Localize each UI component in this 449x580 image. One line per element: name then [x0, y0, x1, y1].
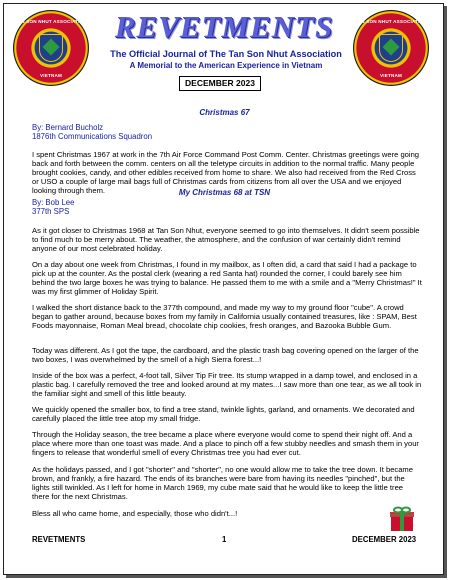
memorial-subtitle: A Memorial to the American Experience in Vietnam [129, 61, 323, 70]
seal-bottom-text: VIETNAM [39, 73, 63, 78]
article-author: By: Bernard Bucholz [32, 123, 104, 132]
article-paragraph: We quickly opened the smaller box, to find a tree stand, twinkle lights, garland, and ornaments. We decorated and carefully placed the little tree atop my small fridge. [32, 405, 415, 424]
article-paragraph: As it got closer to Christmas 1968 at Tan Son Nhut, everyone seemed to go into themselves. It didn't seem possible to find much to be merry about. The weather, the atmosphere, and the confusion of war certainly didn't remind anyone of our most celebrated holiday. [32, 226, 420, 254]
article-paragraph: Through the Holiday season, the tree became a place where everyone would come to spend their night off. And a place where more than one toast was made. And a place to pinch off a few stubby needles and smash them in your fingers to release that wonderful smell of every Christmas tree you had ever cut. [32, 430, 419, 458]
article-unit: 1876th Communications Squadron [32, 132, 153, 141]
article-paragraph: As the holidays passed, and I got "shorter" and "shorter", no one would allow me to take the tree down. It became brown, and frankly, a fire hazard. The ends of its branches were bare from having its needles "pinched", but the lights still twinkled. As I left for home in March 1969, my cube mate said that he would like to keep the little tree there for the next Christmas. [32, 465, 413, 502]
footer-page-number: 1 [222, 535, 227, 544]
gift-box-icon [388, 504, 416, 532]
article-paragraph: Today was different. As I got the tape, the cardboard, and the plastic trash bag covering opened on the larger of the two boxes, I was overwhelmed by the smell of a high Sierra forest...! [32, 346, 419, 365]
masthead-title: REVETMENTS [114, 9, 334, 44]
article-paragraph: On a day about one week from Christmas, I found in my mailbox, as I often did, a card that said I had a package to pick up at the counter. As the postal clerk (wearing a red Santa hat) rounded the corner, I could barely see him behind the two large boxes he was trying to balance. He passed them to me with a smile and a "Merry Christmas!" It was my first glimmer of Holiday Spirit. [32, 260, 422, 297]
issue-date-box: DECEMBER 2023 [179, 76, 261, 91]
article-paragraph: Bless all who came home, and especially, those who didn't...! [32, 509, 238, 518]
newsletter-page [3, 3, 444, 575]
article-author: By: Bob Lee [32, 198, 75, 207]
article-title: My Christmas 68 at TSN [178, 188, 271, 197]
seal-emblem-icon [379, 34, 403, 62]
association-seal-right [353, 10, 429, 86]
seal-emblem-icon [39, 34, 63, 62]
journal-subtitle: The Official Journal of The Tan Son Nhut Association [110, 49, 342, 59]
article-body: I spent Christmas 1967 at work in the 7th Air Force Command Post Comm. Center. Christmas greetings were going back and forth between the comm. centers on all the teletype circuits in addition to the normal traffic. Many people brought cookies, candy, and other edibles received from home to share. We also had received from the Red Cross or USO a couple of large mail bags full of Christmas cards from citizens from all over the USA and we enjoyed looking through them. [32, 150, 420, 196]
seal-top-text: TAN SON NHUT ASSOCIATION [355, 19, 427, 24]
seal-top-text: TAN SON NHUT ASSOCIATION [15, 19, 87, 24]
article-paragraph: I walked the short distance back to the 377th compound, and made my way to my ground floor "cube". A crowd began to gather around, because boxes from my family in California usually contained treasures, like : SPAM, Best Foods mayonnaise, Roman Meal bread, chocolate chip cookies, fresh oranges, and Bazooka Bubble Gum. [32, 303, 417, 331]
footer-date: DECEMBER 2023 [352, 535, 417, 544]
footer-publication: REVETMENTS [32, 535, 86, 544]
association-seal-left [13, 10, 89, 86]
seal-bottom-text: VIETNAM [379, 73, 403, 78]
article-title: Christmas 67 [199, 108, 250, 117]
article-paragraph: Inside of the box was a perfect, 4-foot tall, Silver Tip Fir tree. Its stump wrapped in a damp towel, and enclosed in a plastic bag. I carefully removed the tree and looked around at my mates...I saw more than one tear, as we all took in the familiar sight and smell of this little beauty. [32, 371, 422, 399]
article-unit: 377th SPS [32, 207, 70, 216]
